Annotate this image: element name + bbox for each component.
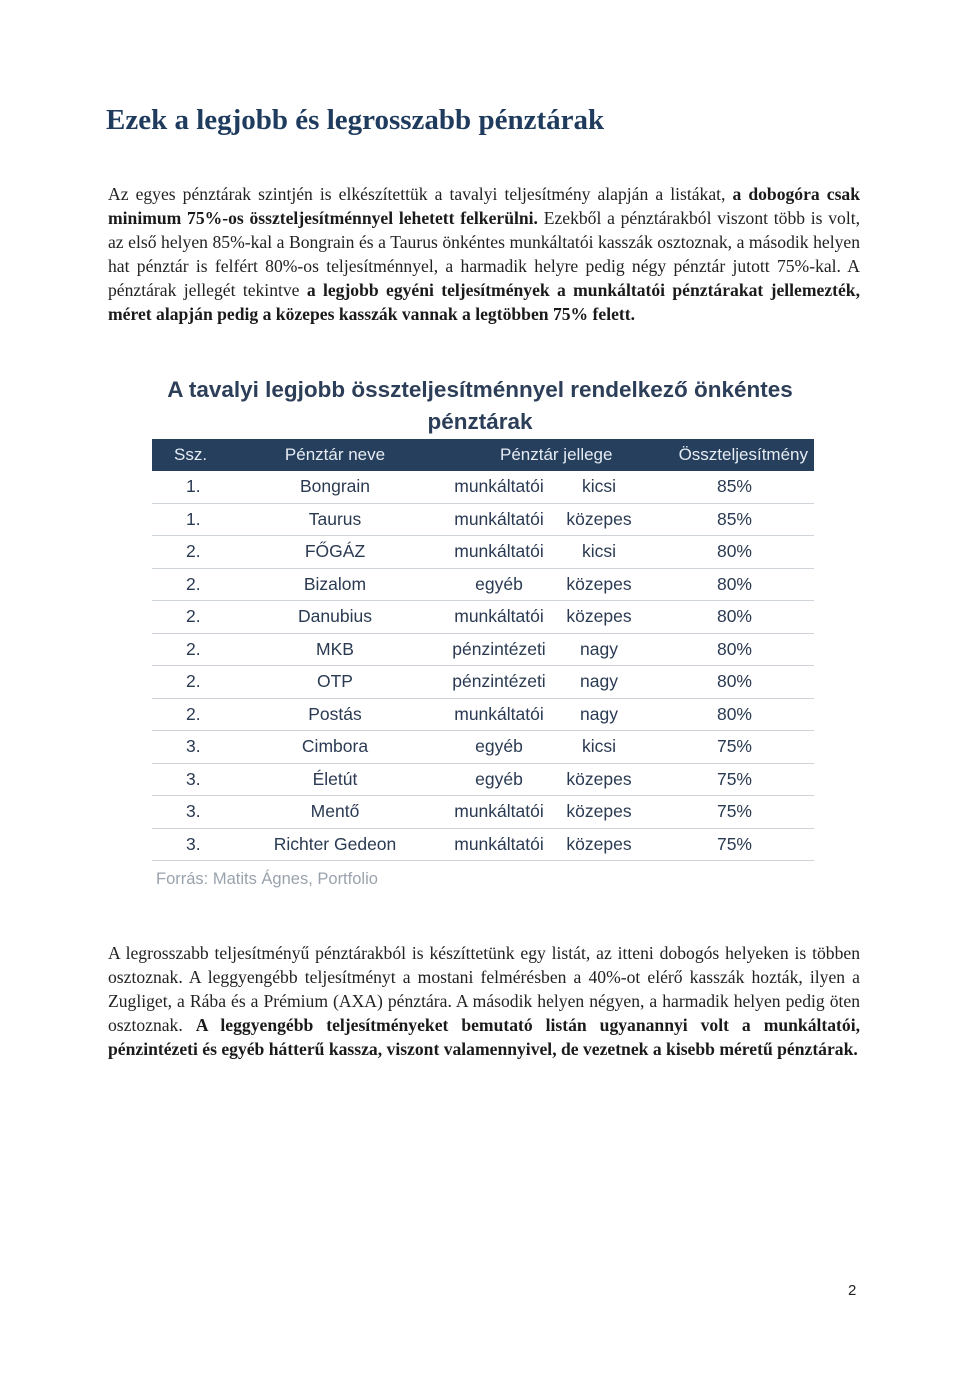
row-performance: 85% [640,471,814,503]
page-heading: Ezek a legjobb és legrosszabb pénztárak [106,104,605,136]
row-rank: 2. [152,666,230,699]
table-row [152,763,814,796]
row-fund-name: Életút [230,763,440,796]
row-fund-name: Taurus [230,503,440,536]
row-fund-type [440,536,640,569]
row-fund-type [440,568,640,601]
row-size: közepes [566,606,632,627]
table-title: A tavalyi legjobb összteljesítménnyel rendelkező önkéntes pénztárak [167,377,793,434]
intro-text-1: Az egyes pénztárak szintjén is elkészítettük a tavalyi teljesítmény alapján a listákat, [108,184,733,204]
row-size: nagy [580,703,618,724]
row-fund-name: Bongrain [230,471,440,503]
row-kind: egyéb [475,768,523,789]
row-size: közepes [566,508,632,529]
header-type: Pénztár jellege [440,439,640,471]
table-row [152,503,814,536]
row-kind: munkáltatói [454,833,544,854]
row-performance: 80% [640,568,814,601]
row-rank: 2. [152,633,230,666]
table-row [152,601,814,634]
row-fund-name: Bizalom [230,568,440,601]
row-performance: 75% [640,731,814,764]
row-rank: 1. [152,471,230,503]
row-fund-type [440,828,640,861]
row-rank: 2. [152,698,230,731]
intro-bold-1: a dobogóra csak minimum 75%-os összteljesítménnyel lehetett felkerülni. [108,184,860,229]
page-number: 2 [848,1282,857,1299]
row-fund-name: OTP [230,666,440,699]
row-fund-type [440,698,640,731]
row-size: közepes [566,573,632,594]
row-size: nagy [580,638,618,659]
table-row [152,471,814,503]
row-fund-type [440,633,640,666]
row-size: kicsi [581,541,617,562]
table-header-row [152,439,814,471]
row-kind: munkáltatói [454,606,544,627]
row-performance: 80% [640,633,814,666]
intro-bold-2: a legjobb egyéni teljesítmények a munkáltatói pénztárakat jellemezték, méret alapján pedig a közepes kasszák vannak a legtöbben 75% felett. [108,280,860,325]
row-fund-type [440,503,640,536]
table-row [152,731,814,764]
row-rank: 3. [152,731,230,764]
table-row [152,666,814,699]
row-size: közepes [566,801,632,822]
row-kind: munkáltatói [454,541,544,562]
row-fund-name: Richter Gedeon [230,828,440,861]
header-performance: Összteljesítmény [640,439,814,471]
closing-bold-1: A leggyengébb teljesítményeket bemutató listán ugyanannyi volt a munkáltatói, pénzintézeti és egyéb hátterű kassza, viszont valamennyivel, de vezetnek a kisebb méretű pénztárak. [108,1015,860,1060]
closing-text-1: A legrosszabb teljesítményű pénztárakból is készíttetünk egy listát, az itteni dobogós helyeken is többen osztoznak. A leggyengébb teljesítményt a mostani felmérésben a 40%-ot elérő kasszák hozták, ilyen a Zugliget, a Rába és a Prémium (AXA) pénztára. A második helyen négyen, a harmadik helyen pedig öten osztoznak. [108,943,860,1036]
row-performance: 75% [640,763,814,796]
row-kind: pénzintézeti [452,671,546,692]
row-size: közepes [566,768,632,789]
row-rank: 2. [152,568,230,601]
row-fund-type [440,601,640,634]
row-kind: munkáltatói [454,508,544,529]
table-row [152,568,814,601]
table-row [152,828,814,861]
intro-paragraph [108,182,860,327]
table-row [152,698,814,731]
row-kind: egyéb [475,736,523,757]
row-kind: munkáltatói [454,476,544,497]
row-rank: 2. [152,536,230,569]
row-size: közepes [566,833,632,854]
row-rank: 3. [152,763,230,796]
row-kind: egyéb [475,573,523,594]
row-fund-type [440,471,640,503]
row-fund-name: Mentő [230,796,440,829]
row-performance: 75% [640,828,814,861]
intro-text-2: Ezekből a pénztárakból viszont több is volt, az első helyen 85%-kal a Bongrain és a Taurus önkéntes munkáltatói kasszák osztoznak, a második helyen hat pénztár is felfért 80%-os teljesítménnyel, a harmadik helyre pedig négy pénztár jutott 75%-kal. A pénztárak jellegét tekintve [108,208,861,301]
row-fund-name: MKB [230,633,440,666]
row-size: nagy [580,671,618,692]
row-rank: 1. [152,503,230,536]
row-performance: 80% [640,601,814,634]
row-fund-type [440,763,640,796]
header-rank: Ssz. [152,439,230,471]
best-funds-table [152,439,814,861]
row-fund-name: Cimbora [230,731,440,764]
header-name: Pénztár neve [230,439,440,471]
table-source: Forrás: Matits Ágnes, Portfolio [156,870,378,888]
row-fund-type [440,731,640,764]
table-row [152,796,814,829]
row-rank: 2. [152,601,230,634]
row-kind: munkáltatói [454,703,544,724]
row-performance: 75% [640,796,814,829]
row-fund-type [440,666,640,699]
row-size: kicsi [581,476,617,497]
row-fund-name: FŐGÁZ [230,536,440,569]
row-kind: munkáltatói [454,801,544,822]
row-fund-type [440,796,640,829]
row-fund-name: Postás [230,698,440,731]
row-performance: 80% [640,536,814,569]
row-fund-name: Danubius [230,601,440,634]
row-performance: 80% [640,666,814,699]
row-kind: pénzintézeti [452,638,546,659]
row-rank: 3. [152,828,230,861]
row-size: kicsi [581,736,617,757]
closing-paragraph [108,941,860,1061]
row-performance: 85% [640,503,814,536]
row-rank: 3. [152,796,230,829]
table-row [152,633,814,666]
row-performance: 80% [640,698,814,731]
table-row [152,536,814,569]
